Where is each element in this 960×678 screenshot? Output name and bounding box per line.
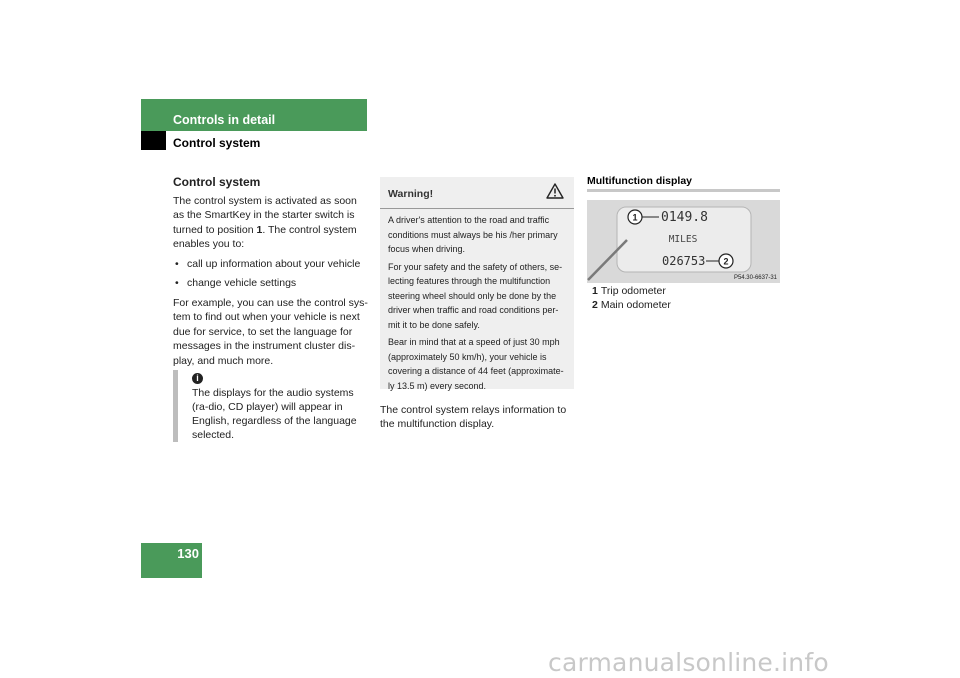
switch-position: 1 (256, 223, 263, 236)
legend-label: Main odometer (600, 299, 671, 311)
intro-text-start: The control system is activated as soon as the SmartKey in the starter switch is turned to position (173, 194, 357, 236)
heading-rule (587, 189, 780, 192)
warning-box (380, 177, 574, 389)
warning-paragraph: For your safety and the safety of others, se-lecting features through the multifunction steering wheel should only be done by the driver when traffic and road conditions per-mit it to be done safely. (388, 261, 563, 330)
subsection-title: Control system (173, 136, 261, 150)
page-number: 130 (177, 546, 199, 561)
warning-body (380, 209, 574, 393)
legend-number: 1 (592, 285, 598, 297)
figure-code: P54.30-6637-31 (733, 275, 777, 281)
section-title: Controls in detail (173, 113, 276, 127)
example-paragraph: For example, you can use the control sys-tem to find out when your vehicle is next due for service, to set the language for messages in the instrument cluster dis-play, and much more. (173, 296, 368, 367)
callout-2-label: 2 (723, 256, 729, 267)
warning-header (380, 177, 574, 209)
intro-text-end: . The control system enables you to: (173, 223, 357, 250)
list-item: • call up information about your vehicle (173, 257, 369, 272)
legend-label: Trip odometer (600, 285, 666, 297)
legend-item (592, 284, 671, 298)
intro-paragraph (173, 194, 369, 252)
relay-paragraph: The control system relays information to the multifunction display. (380, 404, 567, 430)
main-odometer-value: 026753 (662, 254, 706, 268)
display-illustration (587, 200, 780, 283)
column-1 (173, 175, 369, 373)
info-text: The displays for the audio systems (ra-dio, CD player) will appear in English, regardless of the language selected. (192, 387, 357, 441)
warning-triangle-icon (546, 183, 564, 199)
feature-list (173, 257, 369, 291)
warning-title: Warning! (388, 188, 434, 200)
callout-1-label: 1 (632, 212, 638, 223)
multifunction-display-heading: Multifunction display (587, 175, 692, 187)
unit-label: MILES (668, 234, 698, 245)
figure-legend (592, 284, 671, 312)
watermark: carmanualsonline.info (548, 648, 829, 677)
legend-item (592, 298, 671, 312)
section-heading: Control system (173, 175, 261, 189)
info-note (173, 370, 369, 442)
list-item: • change vehicle settings (173, 276, 369, 291)
info-icon: i (192, 373, 203, 384)
legend-number: 2 (592, 299, 598, 311)
trip-odometer-value: 0149.8 (661, 210, 708, 225)
warning-paragraph: Bear in mind that at a speed of just 30 mph (approximately 50 km/h), your vehicle is covering a distance of 44 feet (approximate-ly 13.5 m) every second. (388, 337, 564, 391)
section-marker (141, 131, 166, 150)
multifunction-display-figure (587, 200, 780, 283)
warning-paragraph: A driver's attention to the road and traffic conditions must always be his /her primary focus when driving. (388, 215, 558, 254)
